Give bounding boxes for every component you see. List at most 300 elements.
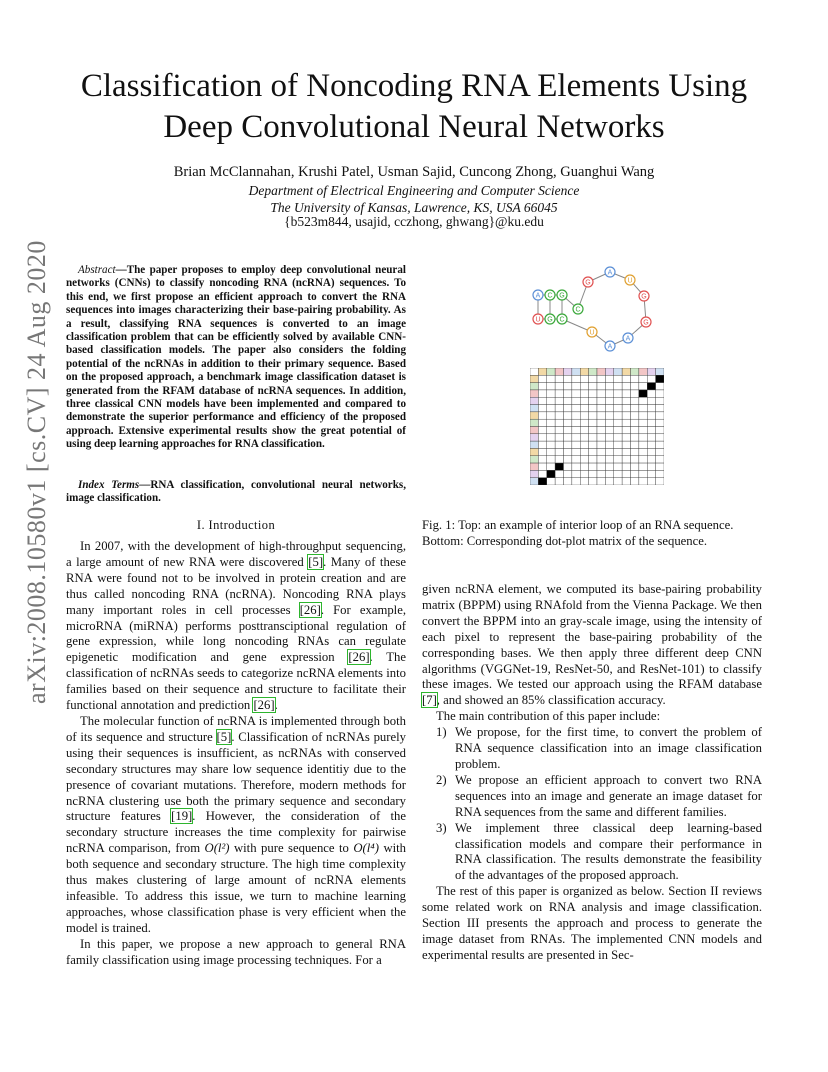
dotplot-cell xyxy=(631,397,639,404)
dotplot-header-cell xyxy=(580,368,588,375)
dotplot-header-cell xyxy=(605,368,613,375)
dotplot-cell xyxy=(656,478,664,485)
dotplot-cell xyxy=(547,375,555,382)
dotplot-cell xyxy=(614,427,622,434)
dotplot-header-cell xyxy=(589,368,597,375)
dotplot-cell xyxy=(538,434,546,441)
svg-text:U: U xyxy=(589,329,595,337)
abstract-label: Abstract xyxy=(78,264,116,276)
dotplot-cell xyxy=(605,456,613,463)
dotplot-cell xyxy=(580,448,588,455)
dotplot-cell xyxy=(605,419,613,426)
dotplot-cell xyxy=(631,441,639,448)
dotplot-cell xyxy=(572,434,580,441)
dotplot-cell xyxy=(564,397,572,404)
dotplot-cell xyxy=(605,478,613,485)
dotplot-cell xyxy=(538,390,546,397)
dotplot-cell xyxy=(589,383,597,390)
dotplot-cell xyxy=(580,412,588,419)
dotplot-cell xyxy=(597,434,605,441)
dotplot-cell xyxy=(589,405,597,412)
dotplot-cell xyxy=(614,412,622,419)
dotplot-cell xyxy=(555,419,563,426)
dotplot-cell xyxy=(605,405,613,412)
dotplot-cell xyxy=(631,390,639,397)
svg-text:G: G xyxy=(585,279,591,287)
dotplot-cell xyxy=(656,419,664,426)
dotplot-cell xyxy=(631,412,639,419)
left-column-body xyxy=(66,539,406,968)
dotplot-header-cell xyxy=(530,405,538,412)
svg-text:G: G xyxy=(641,293,647,301)
dotplot-cell xyxy=(555,405,563,412)
dotplot-cell xyxy=(639,463,647,470)
dotplot-cell xyxy=(547,463,555,470)
dotplot-cell xyxy=(656,448,664,455)
dotplot-cell xyxy=(597,405,605,412)
dotplot-cell xyxy=(647,427,655,434)
title-line-2: Deep Convolutional Neural Networks xyxy=(163,109,665,145)
dotplot-cell xyxy=(605,448,613,455)
dotplot-cell xyxy=(639,456,647,463)
rna-interior-loop-diagram xyxy=(526,262,666,362)
dotplot-cell xyxy=(614,470,622,477)
dotplot-cell xyxy=(597,470,605,477)
index-terms-text: —RNA classification, convolutional neural networks, image classification. xyxy=(66,479,406,505)
dotplot-cell xyxy=(656,470,664,477)
dotplot-cell xyxy=(589,448,597,455)
dotplot-cell xyxy=(614,448,622,455)
dotplot-cell xyxy=(605,441,613,448)
dotplot-cell xyxy=(538,463,546,470)
dotplot-cell xyxy=(631,463,639,470)
dotplot-cell xyxy=(631,375,639,382)
dotplot-header-cell xyxy=(622,368,630,375)
dotplot-cell xyxy=(564,434,572,441)
intro-paragraph-3: In this paper, we propose a new approach to general RNA family classification using image processing techniques. For a xyxy=(66,936,406,967)
dotplot-cell xyxy=(555,478,563,485)
dotplot-cell xyxy=(538,375,546,382)
dotplot-cell xyxy=(555,375,563,382)
dotplot-header-cell xyxy=(530,463,538,470)
arxiv-identifier: arXiv:2008.10580v1 [cs.CV] 24 Aug 2020 xyxy=(22,240,51,704)
dotplot-header-cell xyxy=(647,368,655,375)
dotplot-cell xyxy=(656,375,664,382)
dotplot-cell xyxy=(589,456,597,463)
dotplot-cell xyxy=(538,397,546,404)
dotplot-cell xyxy=(597,463,605,470)
dotplot-cell xyxy=(622,390,630,397)
dotplot-cell xyxy=(622,441,630,448)
dotplot-cell xyxy=(597,390,605,397)
dotplot-header-cell xyxy=(555,368,563,375)
intro-paragraph-2: The molecular function of ncRNA is implemented through both of its sequence and structure [5]. Classification of ncRNAs purely using their sequences is insufficient, as ncRNAs with conserved secondary structures may share low sequence identitiy due to the presence of covariant mutations. Therefore, modern methods for ncRNA clustering use both the primary sequence and secondary structure features [19]. However, the consideration of the secondary structure increases the time complexity for pairwise ncRNA comparison, from O(l²) with pure sequence to O(l⁴) with both sequence and secondary structure. The high time complexity thus makes clustering of large amount of ncRNA elements infeasible. To address this issue, we turn to machine learning approaches, whose classification phase is very efficient when the model is trained. xyxy=(66,713,406,935)
dotplot-cell xyxy=(538,383,546,390)
dotplot-header-cell xyxy=(639,368,647,375)
dotplot-cell xyxy=(622,405,630,412)
dotplot-cell xyxy=(555,412,563,419)
dotplot-cell xyxy=(647,375,655,382)
dotplot-cell xyxy=(547,478,555,485)
abstract-text: —The paper proposes to employ deep convolutional neural networks (CNNs) to classify noncoding RNA (ncRNA) sequences. To this end, we first propose an efficient approach to convert the RNA sequences into images characterizing their base-pairing probability. As a result, classifying RNA sequences is converted to an image classification problem that can be efficiently solved by available CNN-based classification models. The paper also considers the folding potential of the ncRNAs in addition to their primary sequence. Based on the proposed approach, a benchmark image classification dataset is generated from the RFAM database of ncRNA sequences. In addition, three classical CNN models have been implemented and compared to demonstrate the superior performance and efficiency of the proposed approach. Extensive experimental results show the great potential of using deep learning approaches for RNA classification. xyxy=(66,264,406,451)
dotplot-cell xyxy=(631,419,639,426)
dotplot-header-cell xyxy=(538,368,546,375)
dotplot-cell xyxy=(622,463,630,470)
svg-text:C: C xyxy=(575,306,581,314)
dotplot-cell xyxy=(564,412,572,419)
dotplot-cell xyxy=(647,441,655,448)
dotplot-cell xyxy=(614,397,622,404)
rna-base-node xyxy=(533,290,543,300)
dotplot-cell xyxy=(547,383,555,390)
citation-link[interactable]: [26] xyxy=(299,602,321,617)
dotplot-cell xyxy=(589,397,597,404)
dotplot-cell xyxy=(639,412,647,419)
dotplot-cell xyxy=(631,456,639,463)
dotplot-header-cell xyxy=(656,368,664,375)
dotplot-cell xyxy=(605,427,613,434)
rna-base-node xyxy=(545,314,555,324)
dotplot-cell xyxy=(589,470,597,477)
index-terms-label: Index Terms xyxy=(78,479,140,491)
dotplot-cell xyxy=(631,383,639,390)
dotplot-header-cell xyxy=(530,368,538,375)
rna-base-node xyxy=(641,317,651,327)
dotplot-cell xyxy=(631,405,639,412)
dotplot-cell xyxy=(555,390,563,397)
dotplot-cell xyxy=(597,456,605,463)
dotplot-cell xyxy=(639,448,647,455)
dotplot-cell xyxy=(631,470,639,477)
dotplot-cell xyxy=(564,390,572,397)
citation-link[interactable]: [5] xyxy=(308,554,324,569)
svg-text:C: C xyxy=(547,292,553,300)
dotplot-cell xyxy=(647,463,655,470)
dotplot-cell xyxy=(572,441,580,448)
dotplot-cell xyxy=(614,390,622,397)
dotplot-cell xyxy=(572,419,580,426)
dotplot-cell xyxy=(631,448,639,455)
dotplot-cell xyxy=(564,427,572,434)
list-item: 2) We propose an efficient approach to convert two RNA sequences into an image and generate an image dataset for RNA sequences from the same and different families. xyxy=(436,772,762,819)
dotplot-cell xyxy=(597,412,605,419)
dotplot-cell xyxy=(564,441,572,448)
abstract xyxy=(66,264,406,452)
rna-base-node xyxy=(625,275,635,285)
dotplot-cell xyxy=(656,397,664,404)
dotplot-cell xyxy=(631,434,639,441)
dotplot-cell xyxy=(622,434,630,441)
dotplot-header-cell xyxy=(614,368,622,375)
dotplot-cell xyxy=(656,456,664,463)
dotplot-cell xyxy=(589,427,597,434)
dotplot-cell xyxy=(547,434,555,441)
dotplot-cell xyxy=(538,419,546,426)
dotplot-header-cell xyxy=(530,427,538,434)
dotplot-cell xyxy=(614,478,622,485)
dotplot-cell xyxy=(572,412,580,419)
dotplot-cell xyxy=(555,397,563,404)
citation-link[interactable]: [19] xyxy=(171,809,193,824)
svg-text:A: A xyxy=(607,343,613,351)
dotplot-cell xyxy=(614,456,622,463)
dotplot-cell xyxy=(589,375,597,382)
dotplot-cell xyxy=(647,412,655,419)
author-emails: {b523m844, usajid, cczhong, ghwang}@ku.edu xyxy=(284,214,544,229)
dotplot-cell xyxy=(589,463,597,470)
math-complexity: O(l²) xyxy=(204,841,230,856)
dotplot-cell xyxy=(605,390,613,397)
svg-text:U: U xyxy=(535,316,541,324)
dotplot-cell xyxy=(614,405,622,412)
affiliation-university: The University of Kansas, Lawrence, KS, USA 66045 xyxy=(270,200,558,215)
dotplot-cell xyxy=(547,456,555,463)
dotplot-header-cell xyxy=(530,441,538,448)
dotplot-cell xyxy=(547,441,555,448)
dotplot-cell xyxy=(647,405,655,412)
citation-link[interactable]: [7] xyxy=(422,693,437,708)
dotplot-cell xyxy=(639,419,647,426)
dotplot-cell xyxy=(656,441,664,448)
dotplot-cell xyxy=(564,419,572,426)
right-column-body xyxy=(422,582,762,964)
dotplot-cell xyxy=(580,478,588,485)
dotplot-cell xyxy=(656,390,664,397)
dotplot-cell xyxy=(580,463,588,470)
dotplot-cell xyxy=(647,434,655,441)
dotplot-cell xyxy=(572,383,580,390)
dotplot-cell xyxy=(572,470,580,477)
dotplot-cell xyxy=(580,405,588,412)
rna-base-node xyxy=(605,341,615,351)
dotplot-cell xyxy=(555,383,563,390)
dotplot-cell xyxy=(547,448,555,455)
dotplot-cell xyxy=(580,419,588,426)
dotplot-cell xyxy=(572,405,580,412)
dotplot-cell xyxy=(631,478,639,485)
dotplot-cell xyxy=(572,390,580,397)
svg-text:G: G xyxy=(643,319,649,327)
dotplot-cell xyxy=(647,390,655,397)
svg-text:G: G xyxy=(559,292,565,300)
dotplot-cell xyxy=(564,448,572,455)
dotplot-cell xyxy=(605,470,613,477)
dotplot-cell xyxy=(605,463,613,470)
dotplot-cell xyxy=(547,397,555,404)
dotplot-cell xyxy=(555,441,563,448)
dotplot-cell xyxy=(538,456,546,463)
dotplot-cell xyxy=(572,478,580,485)
right-paragraph-3: The rest of this paper is organized as below. Section II reviews some related work on RNA analysis and image classification. Section III presents the approach and process to generate the image dataset from RNAs. The implemented CNN models and experimental results are presented in Sec- xyxy=(422,884,762,962)
svg-text:A: A xyxy=(607,269,613,277)
affiliation-department: Department of Electrical Engineering and Computer Science xyxy=(248,183,580,198)
dotplot-cell xyxy=(597,427,605,434)
dotplot-cell xyxy=(547,390,555,397)
dotplot-cell xyxy=(614,375,622,382)
svg-text:C: C xyxy=(559,316,565,324)
dotplot-cell xyxy=(639,434,647,441)
dotplot-cell xyxy=(555,470,563,477)
dotplot-cell xyxy=(564,383,572,390)
dotplot-cell xyxy=(597,448,605,455)
dotplot-cell xyxy=(622,427,630,434)
dotplot-cell xyxy=(622,456,630,463)
dotplot-cell xyxy=(622,383,630,390)
rna-base-node xyxy=(623,333,633,343)
dot-plot-matrix xyxy=(530,368,664,485)
dotplot-cell xyxy=(605,397,613,404)
dotplot-cell xyxy=(555,427,563,434)
citation-link[interactable]: [5] xyxy=(216,729,232,744)
rna-base-node xyxy=(557,290,567,300)
dotplot-cell xyxy=(572,427,580,434)
dotplot-cell xyxy=(647,419,655,426)
dotplot-cell xyxy=(614,434,622,441)
dotplot-cell xyxy=(605,375,613,382)
svg-text:G: G xyxy=(547,316,553,324)
intro-paragraph-1: In 2007, with the development of high-throughput sequencing, a large amount of new RNA were discovered [5]. Many of these RNA were found not to be involved in protein creation and are thus called noncoding RNA (ncRNA). Noncoding RNA plays many important roles in cell processes [26]. For example, microRNA (miRNA) performs posttransciptional regulation of gene expression, while long noncoding RNAs can regulate epigenetic modification and gene expression [26]. The classification of ncRNAs seeds to categorize ncRNA elements into families based on their sequence and structure to facilitate their functional annotation and prediction [26]. xyxy=(66,539,407,713)
dotplot-cell xyxy=(580,383,588,390)
dotplot-cell xyxy=(597,375,605,382)
dotplot-cell xyxy=(622,470,630,477)
dotplot-header-cell xyxy=(597,368,605,375)
dotplot-header-cell xyxy=(564,368,572,375)
dotplot-cell xyxy=(656,412,664,419)
dotplot-cell xyxy=(564,375,572,382)
dotplot-header-cell xyxy=(530,383,538,390)
dotplot-cell xyxy=(605,412,613,419)
dotplot-cell xyxy=(555,456,563,463)
right-paragraph-1: given ncRNA element, we computed its base-pairing probability matrix (BPPM) using RNAfold from the Vienna Package. We then convert the BPPM into an gray-scale image, using the intensity of each pixel to represent the base-pairing probability of the corresponding bases. We then apply three different deep CNN algorithms (VGGNet-19, ResNet-50, and ResNet-101) to classify these images. We tested our approach using the RFAM database [7], and showed an 85% classification accuracy. xyxy=(422,582,762,708)
dotplot-cell xyxy=(572,448,580,455)
dotplot-cell xyxy=(639,397,647,404)
dotplot-cell xyxy=(589,434,597,441)
dotplot-cell xyxy=(622,397,630,404)
dotplot-header-cell xyxy=(530,470,538,477)
dotplot-cell xyxy=(622,478,630,485)
rna-base-node xyxy=(605,267,615,277)
dotplot-cell xyxy=(639,390,647,397)
contribution-list xyxy=(422,725,762,884)
dotplot-cell xyxy=(547,470,555,477)
dotplot-cell xyxy=(538,470,546,477)
dotplot-cell xyxy=(580,441,588,448)
dotplot-header-cell xyxy=(530,478,538,485)
dotplot-cell xyxy=(547,427,555,434)
dotplot-cell xyxy=(572,456,580,463)
dotplot-cell xyxy=(572,463,580,470)
dotplot-cell xyxy=(639,470,647,477)
dotplot-cell xyxy=(580,470,588,477)
dotplot-header-cell xyxy=(530,434,538,441)
list-item: 1) We propose, for the first time, to convert the problem of RNA sequence classification into an image classification problem. xyxy=(436,725,762,771)
math-complexity: O(l⁴) xyxy=(353,841,379,856)
dotplot-cell xyxy=(538,441,546,448)
dotplot-cell xyxy=(572,375,580,382)
dotplot-cell xyxy=(547,419,555,426)
paper-title xyxy=(40,66,788,148)
dotplot-cell xyxy=(564,478,572,485)
dotplot-cell xyxy=(647,478,655,485)
dotplot-cell xyxy=(614,441,622,448)
dotplot-cell xyxy=(589,390,597,397)
dotplot-cell xyxy=(647,397,655,404)
dotplot-cell xyxy=(614,463,622,470)
dotplot-cell xyxy=(589,419,597,426)
dotplot-cell xyxy=(589,478,597,485)
dotplot-cell xyxy=(589,412,597,419)
figure-caption: Fig. 1: Top: an example of interior loop of an RNA sequence. Bottom: Corresponding dot-plot matrix of the sequence. xyxy=(422,518,734,548)
rna-base-node xyxy=(573,304,583,314)
dotplot-header-cell xyxy=(572,368,580,375)
rna-base-node xyxy=(545,290,555,300)
dotplot-header-cell xyxy=(631,368,639,375)
citation-link[interactable]: [26] xyxy=(348,650,370,665)
dotplot-cell xyxy=(639,405,647,412)
dotplot-cell xyxy=(580,397,588,404)
dotplot-cell xyxy=(622,412,630,419)
list-item: 3) We implement three classical deep learning-based classification models and compare their performance in RNA classification. The results demonstrate the feasibility of the advantages of the proposed approach. xyxy=(436,820,762,883)
dotplot-cell xyxy=(647,470,655,477)
rna-base-node xyxy=(583,277,593,287)
dotplot-cell xyxy=(597,419,605,426)
citation-link[interactable]: [26] xyxy=(253,698,275,713)
svg-text:A: A xyxy=(535,292,541,300)
dotplot-header-cell xyxy=(530,375,538,382)
dotplot-cell xyxy=(614,383,622,390)
dotplot-header-cell xyxy=(530,397,538,404)
dotplot-cell xyxy=(538,412,546,419)
svg-text:U: U xyxy=(627,277,633,285)
dotplot-cell xyxy=(639,375,647,382)
title-line-1: Classification of Noncoding RNA Elements Using xyxy=(80,68,748,104)
svg-text:A: A xyxy=(625,335,631,343)
dotplot-cell xyxy=(555,448,563,455)
dotplot-cell xyxy=(538,478,546,485)
dotplot-header-cell xyxy=(530,419,538,426)
dotplot-cell xyxy=(622,419,630,426)
dotplot-cell xyxy=(589,441,597,448)
dotplot-cell xyxy=(647,383,655,390)
dotplot-header-cell xyxy=(547,368,555,375)
section-heading-introduction: I. Introduction xyxy=(196,518,276,532)
dotplot-cell xyxy=(538,448,546,455)
dotplot-cell xyxy=(597,478,605,485)
authors: Brian McClannahan, Krushi Patel, Usman Sajid, Cuncong Zhong, Guanghui Wang xyxy=(173,164,655,180)
dotplot-cell xyxy=(580,375,588,382)
dotplot-cell xyxy=(538,405,546,412)
dotplot-cell xyxy=(564,463,572,470)
dotplot-header-cell xyxy=(530,448,538,455)
dotplot-cell xyxy=(639,383,647,390)
dotplot-cell xyxy=(656,405,664,412)
dotplot-cell xyxy=(572,397,580,404)
dotplot-header-cell xyxy=(530,412,538,419)
rna-base-node xyxy=(587,327,597,337)
dotplot-cell xyxy=(639,441,647,448)
dotplot-cell xyxy=(622,375,630,382)
dotplot-cell xyxy=(639,427,647,434)
dotplot-cell xyxy=(555,434,563,441)
dotplot-cell xyxy=(656,434,664,441)
dotplot-cell xyxy=(564,470,572,477)
dotplot-cell xyxy=(622,448,630,455)
rna-base-node xyxy=(557,314,567,324)
dotplot-cell xyxy=(564,405,572,412)
dotplot-cell xyxy=(580,456,588,463)
dotplot-header-cell xyxy=(530,390,538,397)
index-terms xyxy=(66,479,406,506)
